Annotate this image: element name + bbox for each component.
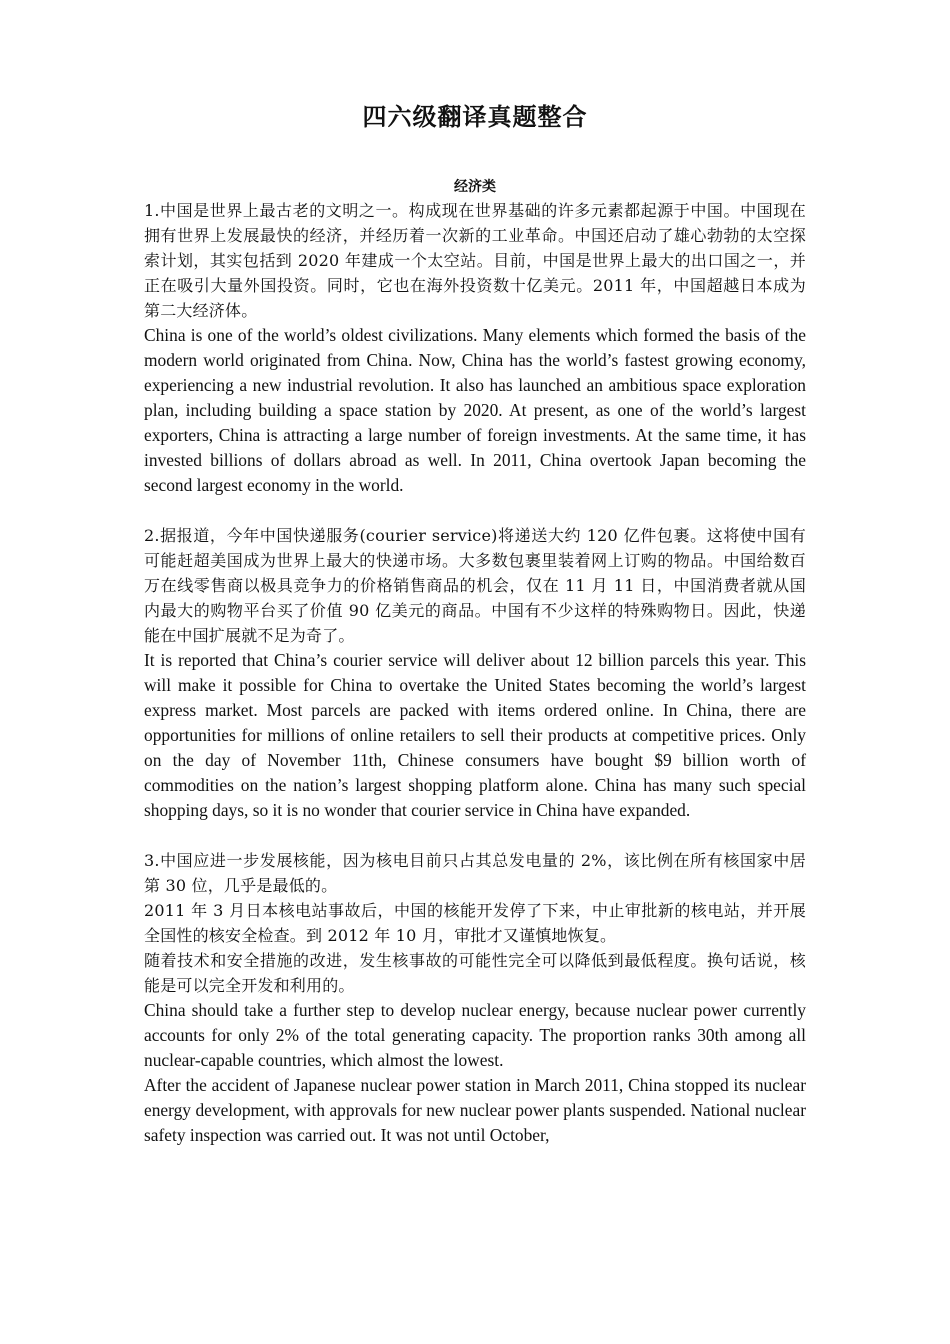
passage-3-english-part-2: After the accident of Japanese nuclear power station in March 2011, China stopped its nuclear energy development, with approvals for new nuclear power plants suspended. National nuclear safety inspection was carried out. It was not until October, [144,1075,806,1145]
section-heading: 经济类 [454,179,496,195]
passage-2-chinese: 2.据报道，今年中国快递服务(courier service)将递送大约 120 亿件包裹。这将使中国有可能赶超美国成为世界上最大的快递市场。大多数包裹里装着网上订购的物品。中国给数百万在线零售商以极具竞争力的价格销售商品的机会，仅在 11 月 11 日，中国消费者就从国内最大的购物平台买了价值 90 亿美元的商品。中国有不少这样的特殊购物日。因此，快递能在中国扩展就不足为奇了。 [144,526,806,645]
passage-2-english: It is reported that China’s courier service will deliver about 12 billion parcels this year. This will make it possible for China to overtake the United States becoming the world’s largest express market. Most parcels are packed with items ordered online. In China, there are opportunities for millions of online retailers to sell their products at competitive prices. Only on the day of November 11th, Chinese consumers have bought $9 billion worth of commodities on the nation’s largest shopping platform alone. China has many such special shopping days, so it is no wonder that courier service in China have expanded. [144,650,806,820]
document-title: 四六级翻译真题整合 [362,103,588,131]
document-body [144,198,806,1148]
passage-3-chinese-part-2: 2011 年 3 月日本核电站事故后，中国的核能开发停了下来，中止审批新的核电站，并开展全国性的核安全检查。到 2012 年 10 月，审批才又谨慎地恢复。 [144,901,806,945]
passage-3-english-part-1: China should take a further step to develop nuclear energy, because nuclear power currently accounts for only 2% of the total generating capacity. The proportion ranks 30th among all nuclear-capable countries, which almost the lowest. [144,1000,806,1070]
passage-3-chinese-part-1: 3.中国应进一步发展核能，因为核电目前只占其总发电量的 2%，该比例在所有核国家中居第 30 位，几乎是最低的。 [144,851,806,895]
paragraph-spacer [144,823,806,848]
passage-1-english: China is one of the world’s oldest civilizations. Many elements which formed the basis of the modern world originated from China. Now, China has the world’s fastest growing economy, experiencing a new industrial revolution. It also has launched an ambitious space exploration plan, including building a space station by 2020. At present, as one of the world’s largest exporters, China is attracting a large number of foreign investments. At the same time, it has invested billions of dollars abroad as well. In 2011, China overtook Japan becoming the second largest economy in the world. [144,325,806,495]
paragraph-spacer [144,498,806,523]
passage-3-chinese-part-3: 随着技术和安全措施的改进，发生核事故的可能性完全可以降低到最低程度。换句话说，核能是可以完全开发和利用的。 [144,951,806,995]
passage-1-chinese: 1.中国是世界上最古老的文明之一。构成现在世界基础的许多元素都起源于中国。中国现在拥有世界上发展最快的经济，并经历着一次新的工业革命。中国还启动了雄心勃勃的太空探索计划，其实包括到 2020 年建成一个太空站。目前，中国是世界上最大的出口国之一，并正在吸引大量外国投资。同时，它也在海外投资数十亿美元。2011 年，中国超越日本成为第二大经济体。 [144,201,806,320]
